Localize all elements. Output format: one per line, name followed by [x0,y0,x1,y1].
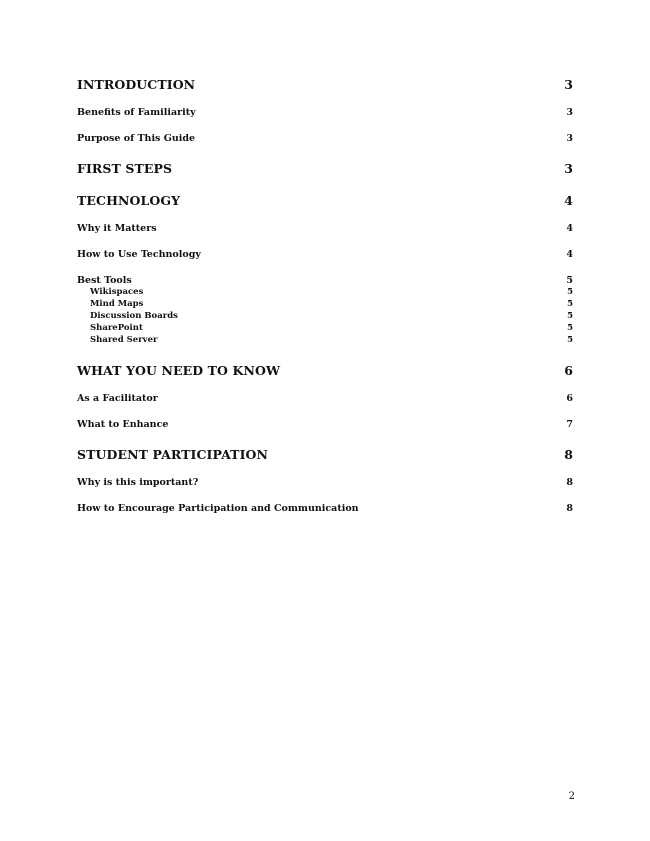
toc-entry-page: 5 [566,275,573,286]
toc-entry-what-you-need-to-know[interactable] [77,363,573,378]
toc-entry-shared-server[interactable] [77,334,573,346]
toc-entry-first-steps[interactable] [77,161,573,176]
toc-entry-page: 5 [567,335,573,345]
toc-entry-mind-maps[interactable] [77,298,573,310]
toc-entry-label: Discussion Boards [90,311,178,321]
toc-entry-as-a-facilitator[interactable] [77,393,573,404]
toc-entry-label: What to Enhance [77,419,169,430]
toc-entry-page: 8 [566,477,573,488]
toc-entry-purpose-of-this-guide[interactable] [77,133,573,144]
toc-entry-discussion-boards[interactable] [77,310,573,322]
toc-entry-page: 4 [566,249,573,260]
toc-entry-how-to-use-technology[interactable] [77,249,573,260]
toc-entry-label: FIRST STEPS [77,161,173,176]
toc-entry-label: INTRODUCTION [77,77,196,92]
toc-entry-wikispaces[interactable] [77,286,573,298]
toc-entry-label: TECHNOLOGY [77,193,181,208]
toc-entry-page: 3 [566,133,573,144]
toc-entry-label: SharePoint [90,323,143,333]
toc-entry-why-is-this-important[interactable] [77,477,573,488]
toc-entry-what-to-enhance[interactable] [77,419,573,430]
toc-entry-page: 5 [567,311,573,321]
toc-entry-why-it-matters[interactable] [77,223,573,234]
toc-entry-page: 7 [566,419,573,430]
toc-entry-label: Wikispaces [90,287,144,297]
toc-entry-how-to-encourage-participation[interactable] [77,503,573,514]
toc-entry-page: 6 [564,363,573,378]
toc-entry-page: 8 [564,447,573,462]
toc-entry-label: How to Use Technology [77,249,201,260]
toc-entry-label: WHAT YOU NEED TO KNOW [77,363,281,378]
toc-entry-page: 5 [567,287,573,297]
toc-entry-page: 3 [564,77,573,92]
toc-entry-label: Why it Matters [77,223,157,234]
toc-entry-page: 4 [564,193,573,208]
toc-entry-label: Best Tools [77,275,132,286]
toc-entry-label: Mind Maps [90,299,144,309]
toc-entry-label: Benefits of Familiarity [77,107,196,118]
toc-entry-page: 4 [566,223,573,234]
toc-entry-student-participation[interactable] [77,447,573,462]
page-number: 2 [568,791,575,802]
toc-entry-introduction[interactable] [77,77,573,92]
toc-entry-label: How to Encourage Participation and Communication [77,503,359,514]
toc-entry-best-tools[interactable] [77,275,573,286]
toc-entry-label: As a Facilitator [77,393,158,404]
toc-entry-page: 3 [566,107,573,118]
toc-entry-page: 6 [566,393,573,404]
toc-entry-page: 5 [567,299,573,309]
toc-entry-page: 8 [566,503,573,514]
toc-entry-page: 5 [567,323,573,333]
toc-entry-technology[interactable] [77,193,573,208]
toc-entry-label: Shared Server [90,335,158,345]
toc-entry-benefits-of-familiarity[interactable] [77,107,573,118]
table-of-contents [77,77,573,514]
toc-entry-label: STUDENT PARTICIPATION [77,447,269,462]
toc-entry-sharepoint[interactable] [77,322,573,334]
toc-entry-label: Purpose of This Guide [77,133,196,144]
toc-entry-page: 3 [564,161,573,176]
toc-entry-label: Why is this important? [77,477,199,488]
